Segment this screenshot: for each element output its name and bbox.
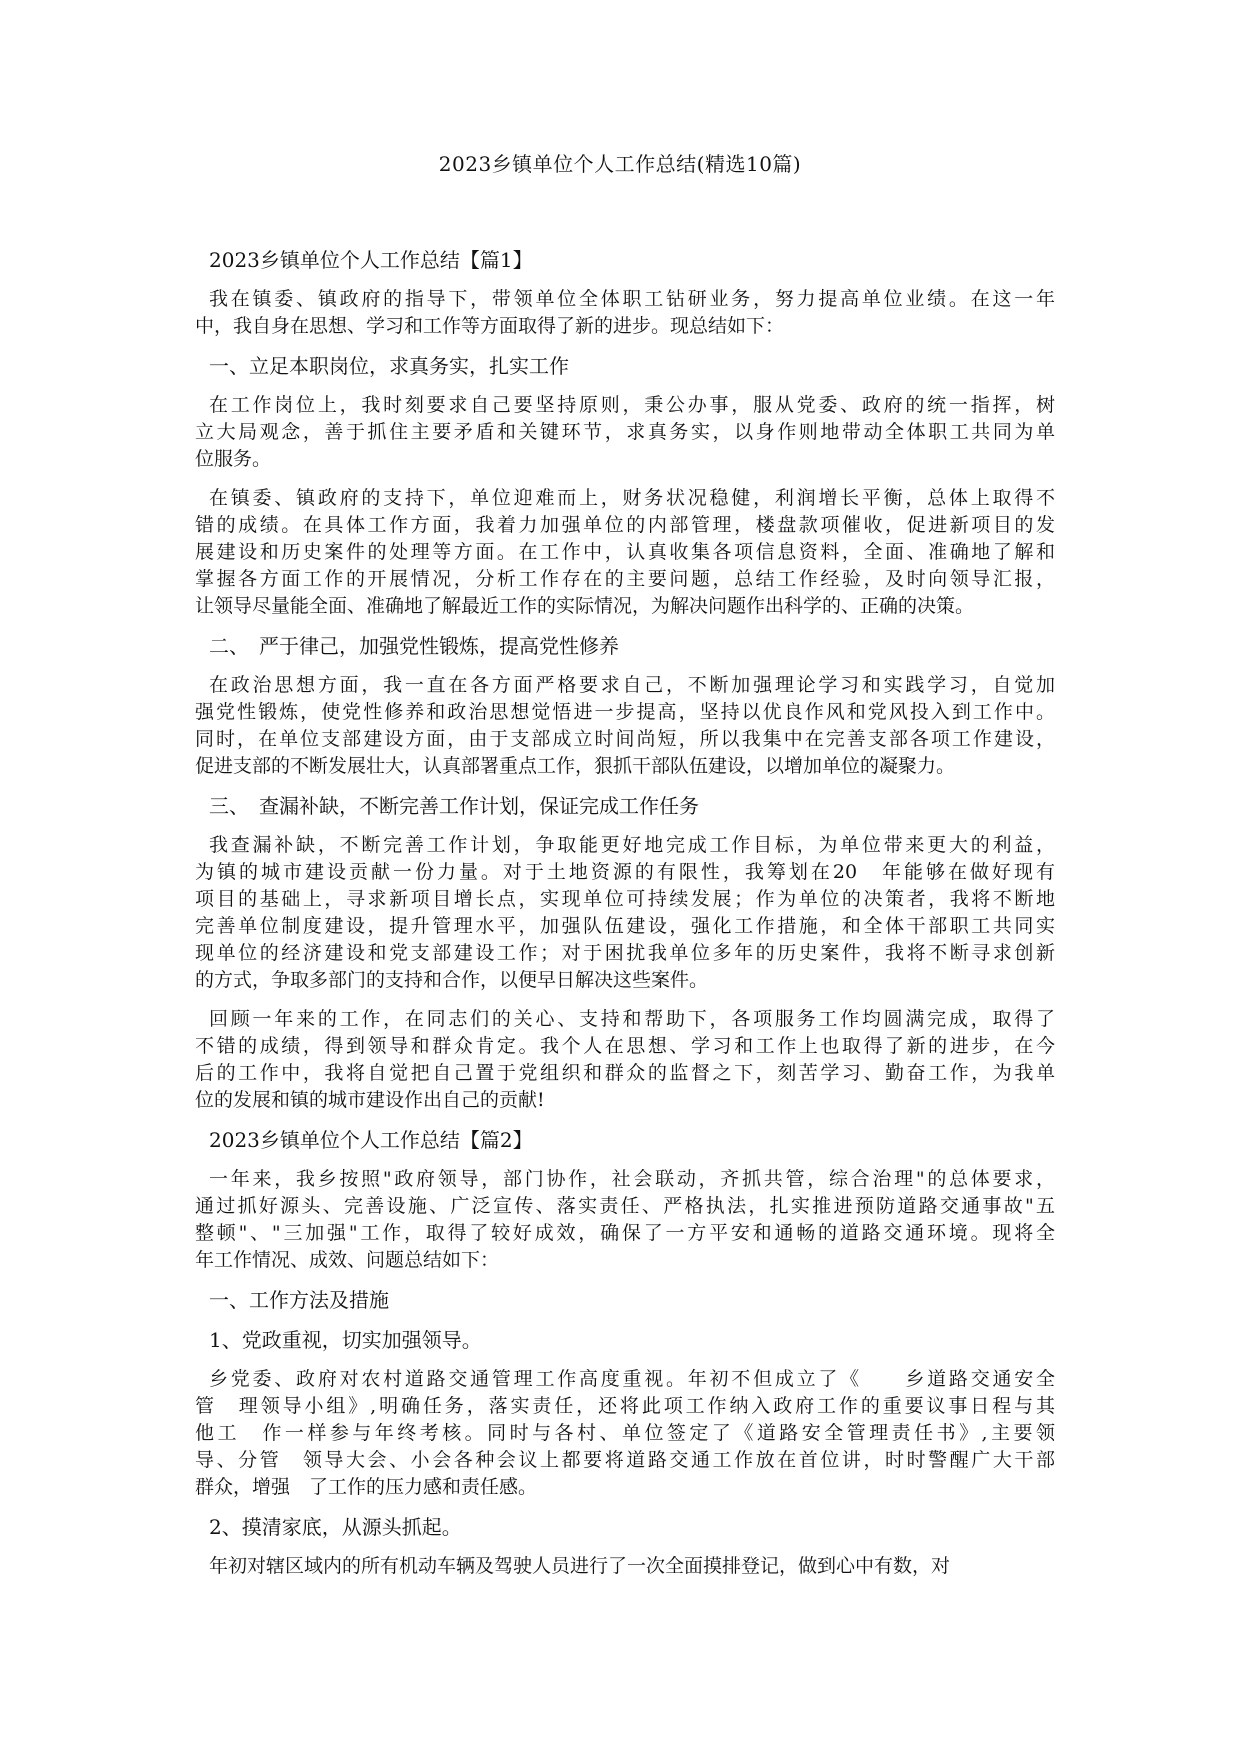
section-heading: 二、 严于律己，加强党性锻炼，提高党性修养 bbox=[209, 634, 619, 658]
paragraph-line: 掌握各方面工作的开展情况，分析工作存在的主要问题，总结工作经验，及时向领导汇报， bbox=[195, 568, 1055, 590]
paragraph-line: 我在镇委、镇政府的指导下，带领单位全体职工钻研业务，努力提高单位业绩。在这一年 bbox=[209, 288, 1055, 310]
paragraph-line: 中，我自身在思想、学习和工作等方面取得了新的进步。现总结如下： bbox=[195, 315, 785, 337]
paragraph-line: 强党性锻炼，使党性修养和政治思想觉悟进一步提高，坚持以优良作风和党风投入到工作中。 bbox=[195, 701, 1055, 723]
paragraph-line: 展建设和历史案件的处理等方面。在工作中，认真收集各项信息资料，全面、准确地了解和 bbox=[195, 541, 1055, 563]
section-heading: 1、党政重视，切实加强领导。 bbox=[209, 1328, 482, 1352]
section-heading: 2023乡镇单位个人工作总结【篇1】 bbox=[209, 248, 533, 272]
paragraph-line: 在工作岗位上，我时刻要求自己要坚持原则，秉公办事，服从党委、政府的统一指挥，树 bbox=[209, 394, 1055, 416]
paragraph-line: 年初对辖区域内的所有机动车辆及驾驶人员进行了一次全面摸排登记，做到心中有数，对 bbox=[209, 1555, 951, 1577]
paragraph-line: 为镇的城市建设贡献一份力量。对于土地资源的有限性，我筹划在20 年能够在做好现有 bbox=[195, 861, 1055, 883]
paragraph-line: 一年来，我乡按照"政府领导，部门协作，社会联动，齐抓共管，综合治理"的总体要求， bbox=[209, 1168, 1055, 1190]
paragraph-line: 他工 作一样参与年终考核。同时与各村、单位签定了《道路安全管理责任书》,主要领 bbox=[195, 1422, 1055, 1444]
paragraph bbox=[195, 672, 1055, 780]
paragraph bbox=[195, 392, 1055, 473]
paragraph-line: 管 理领导小组》,明确任务，落实责任，还将此项工作纳入政府工作的重要议事日程与其 bbox=[195, 1395, 1055, 1417]
paragraph-line: 项目的基础上，寻求新项目增长点，实现单位可持续发展；作为单位的决策者，我将不断地 bbox=[195, 888, 1055, 910]
paragraph-line: 位的发展和镇的城市建设作出自己的贡献! bbox=[195, 1089, 545, 1111]
paragraph-line: 错的成绩。在具体工作方面，我着力加强单位的内部管理，楼盘款项催收，促进新项目的发 bbox=[195, 514, 1055, 536]
paragraph-line: 年工作情况、成效、问题总结如下： bbox=[195, 1249, 500, 1271]
paragraph bbox=[195, 1006, 1055, 1114]
paragraph-line: 在政治思想方面，我一直在各方面严格要求自己，不断加强理论学习和实践学习，自觉加 bbox=[209, 674, 1055, 696]
paragraph-line: 群众，增强 了工作的压力感和责任感。 bbox=[195, 1476, 538, 1498]
section-heading: 一、立足本职岗位，求真务实，扎实工作 bbox=[209, 354, 569, 378]
section-heading: 三、 查漏补缺，不断完善工作计划，保证完成工作任务 bbox=[209, 794, 699, 818]
paragraph-line: 在镇委、镇政府的支持下，单位迎难而上，财务状况稳健，利润增长平衡，总体上取得不 bbox=[209, 487, 1055, 509]
document-body bbox=[195, 246, 1055, 1592]
paragraph-line: 整顿"、"三加强"工作，取得了较好成效，确保了一方平安和通畅的道路交通环境。现将全 bbox=[195, 1222, 1055, 1244]
paragraph bbox=[195, 832, 1055, 994]
paragraph bbox=[195, 286, 1055, 340]
paragraph bbox=[195, 1553, 1055, 1580]
paragraph-line: 现单位的经济建设和党支部建设工作；对于困扰我单位多年的历史案件，我将不断寻求创新 bbox=[195, 942, 1055, 964]
paragraph-line: 导、分管 领导大会、小会各种会议上都要将道路交通工作放在首位讲，时时警醒广大干部 bbox=[195, 1449, 1055, 1471]
paragraph-line: 同时，在单位支部建设方面，由于支部成立时间尚短，所以我集中在完善支部各项工作建设， bbox=[195, 728, 1055, 750]
paragraph bbox=[195, 485, 1055, 620]
paragraph-line: 让领导尽量能全面、准确地了解最近工作的实际情况，为解决问题作出科学的、正确的决策。 bbox=[195, 595, 975, 617]
section-heading: 2023乡镇单位个人工作总结【篇2】 bbox=[209, 1128, 533, 1152]
paragraph-line: 促进支部的不断发展壮大，认真部署重点工作，狠抓干部队伍建设，以增加单位的凝聚力。 bbox=[195, 755, 956, 777]
paragraph-line: 不错的成绩，得到领导和群众肯定。我个人在思想、学习和工作上也取得了新的进步，在今 bbox=[195, 1035, 1055, 1057]
section-heading: 2、摸清家底，从源头抓起。 bbox=[209, 1515, 462, 1539]
document-title: 2023乡镇单位个人工作总结(精选10篇) bbox=[438, 152, 802, 176]
paragraph-line: 位服务。 bbox=[195, 448, 272, 470]
paragraph-line: 立大局观念，善于抓住主要矛盾和关键环节，求真务实，以身作则地带动全体职工共同为单 bbox=[195, 421, 1055, 443]
paragraph-line: 的方式，争取多部门的支持和合作，以便早日解决这些案件。 bbox=[195, 969, 709, 991]
paragraph-line: 完善单位制度建设，提升管理水平，加强队伍建设，强化工作措施，和全体干部职工共同实 bbox=[195, 915, 1055, 937]
paragraph-line: 后的工作中，我将自觉把自己置于党组织和群众的监督之下，刻苦学习、勤奋工作，为我单 bbox=[195, 1062, 1055, 1084]
paragraph bbox=[195, 1366, 1055, 1501]
paragraph-line: 通过抓好源头、完善设施、广泛宣传、落实责任、严格执法，扎实推进预防道路交通事故"五 bbox=[195, 1195, 1055, 1217]
paragraph-line: 回顾一年来的工作，在同志们的关心、支持和帮助下，各项服务工作均圆满完成，取得了 bbox=[209, 1008, 1055, 1030]
paragraph bbox=[195, 1166, 1055, 1274]
paragraph-line: 我查漏补缺，不断完善工作计划，争取能更好地完成工作目标，为单位带来更大的利益， bbox=[209, 834, 1055, 856]
paragraph-line: 乡党委、政府对农村道路交通管理工作高度重视。年初不但成立了《 乡道路交通安全 bbox=[209, 1368, 1055, 1390]
section-heading: 一、工作方法及措施 bbox=[209, 1288, 389, 1312]
